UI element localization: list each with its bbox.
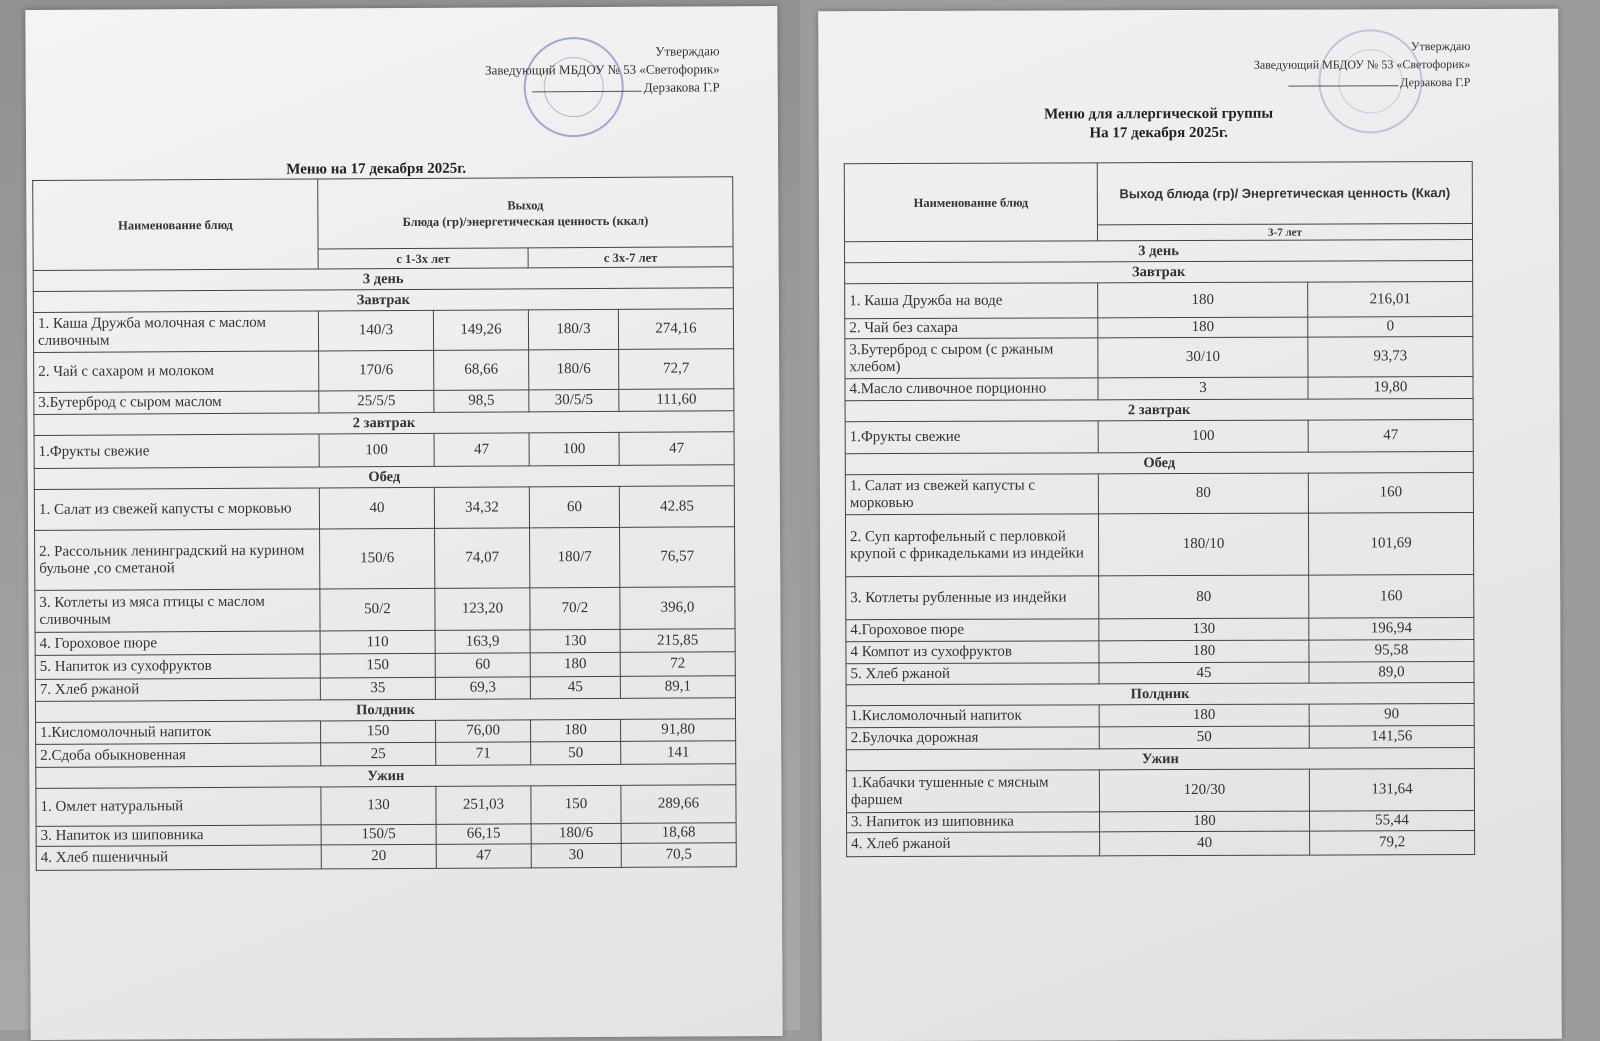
section-title: Ужин (36, 764, 736, 789)
table-row (33, 309, 733, 353)
header-output: Выход Блюда (гр)/энергетическая ценность (ккал) (318, 177, 733, 249)
dish-name: 2.Сдоба обыкновенная (36, 743, 321, 767)
energy-kcal: 76,00 (436, 720, 531, 742)
dish-name: 1. Салат из свежей капусты с морковью (34, 488, 319, 530)
energy-kcal: 91,80 (621, 719, 736, 742)
energy-kcal: 89,0 (1309, 662, 1474, 684)
table-row (35, 587, 735, 633)
title-line: Меню для аллергической группы (1044, 105, 1274, 123)
section-row (845, 261, 1473, 284)
table-row (846, 575, 1474, 620)
energy-kcal: 216,01 (1308, 282, 1473, 318)
dish-name: 4 Компот из сухофруктов (846, 641, 1099, 664)
portion-grams: 100 (319, 433, 434, 467)
dish-name: 4. Гороховое пюре (35, 631, 320, 655)
signature-line (1288, 85, 1398, 86)
dish-name: 4.Гороховое пюре (846, 619, 1099, 642)
portion-grams: 150/6 (320, 528, 435, 589)
energy-kcal: 93,73 (1308, 337, 1473, 378)
approval-block (485, 42, 720, 97)
section-title: Полдник (846, 683, 1474, 706)
portion-grams: 180/6 (529, 349, 619, 389)
dish-name: 1. Омлет натуральный (36, 787, 321, 826)
section-title: Полдник (35, 698, 735, 723)
dish-name: 7. Хлеб ржаной (35, 678, 320, 701)
table-row (845, 337, 1473, 379)
section-row (845, 399, 1473, 422)
menu-table (32, 176, 737, 871)
portion-grams: 180/10 (1098, 513, 1308, 576)
dish-name: 1.Кисломолочный напиток (36, 721, 321, 744)
energy-kcal: 131,64 (1309, 769, 1474, 812)
energy-kcal: 89,1 (620, 676, 735, 699)
portion-grams: 50 (1099, 726, 1309, 749)
portion-grams: 130 (321, 786, 436, 825)
energy-kcal: 69,3 (435, 677, 530, 699)
energy-kcal: 47 (1308, 420, 1473, 453)
energy-kcal: 141,56 (1309, 726, 1474, 749)
portion-grams: 180 (1098, 317, 1308, 338)
dish-name: 5. Напиток из сухофруктов (35, 654, 320, 679)
dish-name: 1.Кисломолочный напиток (846, 705, 1099, 728)
energy-kcal: 196,94 (1309, 618, 1474, 641)
portion-grams: 100 (1098, 420, 1308, 453)
table-row (34, 349, 734, 393)
portion-grams: 25 (321, 742, 436, 766)
energy-kcal: 149,26 (433, 310, 528, 350)
dish-name: 3. Напиток из шиповника (36, 825, 321, 846)
dish-name: 3. Напиток из шиповника (847, 812, 1100, 833)
portion-grams: 130 (530, 629, 620, 652)
energy-kcal: 34,32 (434, 487, 529, 528)
page-title (839, 104, 1479, 144)
portion-grams: 40 (319, 487, 434, 529)
dish-name: 2. Чай без сахара (845, 318, 1098, 339)
table-row (845, 420, 1473, 454)
portion-grams: 30 (531, 843, 621, 867)
section-title: 2 завтрак (845, 399, 1473, 422)
portion-grams: 180 (531, 719, 621, 741)
dish-name: 1. Салат из свежей капусты с морковью (845, 474, 1098, 515)
table-row (36, 843, 736, 871)
dish-name: 2.Булочка дорожная (846, 727, 1099, 750)
section-title: Завтрак (845, 261, 1473, 284)
energy-kcal: 251,03 (436, 786, 531, 824)
energy-kcal: 274,16 (618, 309, 733, 350)
day-label: 3 день (845, 240, 1473, 263)
approval-line: Утверждаю (1410, 39, 1471, 54)
portion-grams: 40 (1100, 831, 1310, 856)
portion-grams: 45 (530, 676, 620, 698)
title-date: На 17 декабря 2025г. (1089, 124, 1228, 142)
table-row (846, 640, 1474, 664)
energy-kcal: 215,85 (620, 629, 735, 653)
portion-grams: 150 (531, 785, 621, 823)
energy-kcal: 90 (1309, 704, 1474, 727)
energy-kcal: 160 (1309, 575, 1474, 619)
energy-kcal: 163,9 (435, 630, 530, 653)
signature-line (532, 91, 642, 93)
dish-name: 4. Хлеб пшеничный (36, 845, 321, 870)
section-row (846, 748, 1474, 771)
portion-grams: 120/30 (1099, 769, 1309, 812)
dish-name: 1. Каша Дружба молочная с маслом сливочным (33, 311, 318, 352)
portion-grams: 60 (529, 486, 619, 527)
table-row (36, 785, 736, 827)
energy-kcal: 42.85 (619, 486, 734, 528)
energy-kcal: 68,66 (434, 350, 529, 390)
table-row (35, 652, 735, 680)
portion-grams: 80 (1098, 473, 1308, 514)
energy-kcal: 47 (436, 844, 531, 868)
portion-grams: 180 (1098, 282, 1308, 318)
portion-grams: 180/7 (530, 527, 620, 587)
page-title: Меню на 17 декабря 2025г. (286, 160, 467, 178)
dish-name: 3. Котлеты из мяса птицы с маслом сливочным (35, 589, 320, 632)
portion-grams: 20 (321, 844, 436, 869)
portion-grams: 180 (1099, 640, 1309, 663)
portion-grams: 180/6 (531, 823, 621, 843)
energy-kcal: 18,68 (621, 823, 736, 844)
dish-name: 2. Чай с сахаром и молоком (34, 351, 319, 392)
dish-name: 3.Бутерброд с сыром (с ржаным хлебом) (845, 338, 1098, 379)
energy-kcal: 72,7 (619, 349, 734, 390)
dish-name: 3. Котлеты рубленные из индейки (846, 576, 1099, 620)
energy-kcal: 47 (434, 433, 529, 466)
section-row (845, 452, 1473, 475)
section-title: Обед (34, 465, 734, 490)
energy-kcal: 98,5 (434, 390, 529, 412)
table-row (35, 527, 735, 591)
energy-kcal: 396,0 (620, 587, 735, 630)
energy-kcal: 71 (436, 742, 531, 765)
section-title: 2 завтрак (34, 411, 734, 436)
menu-table (844, 161, 1475, 857)
approval-position: Заведующий МБДОУ № 53 «Светофорик» (1253, 57, 1471, 72)
portion-grams: 45 (1099, 662, 1309, 684)
energy-kcal: 60 (435, 653, 530, 677)
table-row (34, 486, 734, 531)
table-row (846, 769, 1474, 813)
menu-page-allergy (818, 9, 1562, 1041)
header-dish-name: Наименование блюд (33, 179, 318, 270)
table-row (846, 662, 1474, 685)
dish-name: 1.Фрукты свежие (845, 421, 1098, 454)
energy-kcal: 123,20 (435, 588, 530, 630)
header-age-1-3: с 1-3х лет (318, 248, 528, 269)
portion-grams: 110 (320, 630, 435, 654)
energy-kcal: 111,60 (619, 389, 734, 412)
dish-name: 2. Рассольник ленинградский на курином бульоне ,со сметаной (35, 529, 320, 590)
portion-grams: 140/3 (318, 310, 433, 351)
header-dish-name: Наименование блюд (844, 163, 1097, 242)
portion-grams: 150 (321, 720, 436, 743)
table-row (845, 513, 1473, 577)
menu-page-general (25, 6, 782, 1040)
header-age-3-7: 3-7 лет (1097, 224, 1472, 241)
portion-grams: 180/3 (528, 309, 618, 349)
energy-kcal: 160 (1308, 473, 1473, 514)
dish-name: 3.Бутерброд с сыром маслом (34, 391, 319, 414)
portion-grams: 25/5/5 (319, 390, 434, 413)
energy-kcal: 141 (621, 741, 736, 765)
header-output: Выход блюда (гр)/ Энергетическая ценность (Ккал) (1097, 162, 1472, 225)
portion-grams: 180 (530, 652, 620, 676)
energy-kcal: 79,2 (1310, 831, 1475, 856)
dish-name: 1. Каша Дружба на воде (845, 283, 1098, 319)
energy-kcal: 70,5 (621, 843, 736, 868)
dish-name: 2. Суп картофельный с перловкой крупой с фрикадельками из индейки (845, 514, 1098, 577)
table-row (847, 831, 1475, 857)
energy-kcal: 76,57 (620, 527, 735, 588)
section-title: Завтрак (33, 288, 733, 313)
table-row (845, 282, 1473, 319)
approval-name: Дерзакова Г.Р (1400, 75, 1471, 90)
energy-kcal: 95,58 (1309, 640, 1474, 663)
portion-grams: 150/5 (321, 824, 436, 845)
energy-kcal: 66,15 (436, 824, 531, 844)
energy-kcal: 0 (1308, 317, 1473, 338)
portion-grams: 170/6 (319, 350, 434, 391)
approval-line: Утверждаю (655, 43, 720, 59)
approval-name: Дерзакова Г.Р (643, 79, 720, 95)
portion-grams: 100 (529, 432, 619, 465)
dish-name: 5. Хлеб ржаной (846, 663, 1099, 685)
dish-name: 4.Масло сливочное порционно (845, 378, 1098, 401)
portion-grams: 30/10 (1098, 337, 1308, 378)
portion-grams: 50/2 (320, 588, 435, 631)
table-row (846, 704, 1474, 728)
section-title: Обед (845, 452, 1473, 475)
table-row (846, 618, 1474, 642)
energy-kcal: 101,69 (1308, 513, 1473, 576)
portion-grams: 150 (320, 653, 435, 678)
table-row (846, 726, 1474, 750)
table-row (34, 432, 734, 469)
dish-name: 1.Фрукты свежие (34, 434, 319, 468)
dish-name: 1.Кабачки тушенные с мясным фаршем (846, 770, 1099, 813)
energy-kcal: 55,44 (1309, 811, 1474, 832)
dish-name: 4. Хлеб ржаной (847, 832, 1100, 857)
portion-grams: 70/2 (530, 587, 620, 629)
section-row (846, 683, 1474, 706)
table-row (845, 473, 1473, 515)
portion-grams: 3 (1098, 377, 1308, 400)
portion-grams: 80 (1099, 575, 1309, 619)
energy-kcal: 289,66 (621, 785, 736, 824)
portion-grams: 30/5/5 (529, 389, 619, 411)
portion-grams: 180 (1099, 704, 1309, 727)
table-row (845, 317, 1473, 339)
approval-position: Заведующий МБДОУ № 53 «Светофорик» (485, 61, 720, 78)
energy-kcal: 74,07 (435, 528, 530, 588)
energy-kcal: 72 (620, 652, 735, 677)
portion-grams: 130 (1099, 618, 1309, 641)
table-row (845, 377, 1473, 401)
header-age-3-7: с 3х-7 лет (528, 247, 733, 268)
energy-kcal: 19,80 (1308, 377, 1473, 400)
day-label: 3 день (33, 267, 733, 292)
approval-block (1254, 37, 1471, 92)
section-title: Ужин (846, 748, 1474, 771)
portion-grams: 180 (1100, 811, 1310, 832)
portion-grams: 35 (320, 677, 435, 700)
portion-grams: 50 (531, 741, 621, 764)
energy-kcal: 47 (619, 432, 734, 466)
table-row (847, 811, 1475, 833)
